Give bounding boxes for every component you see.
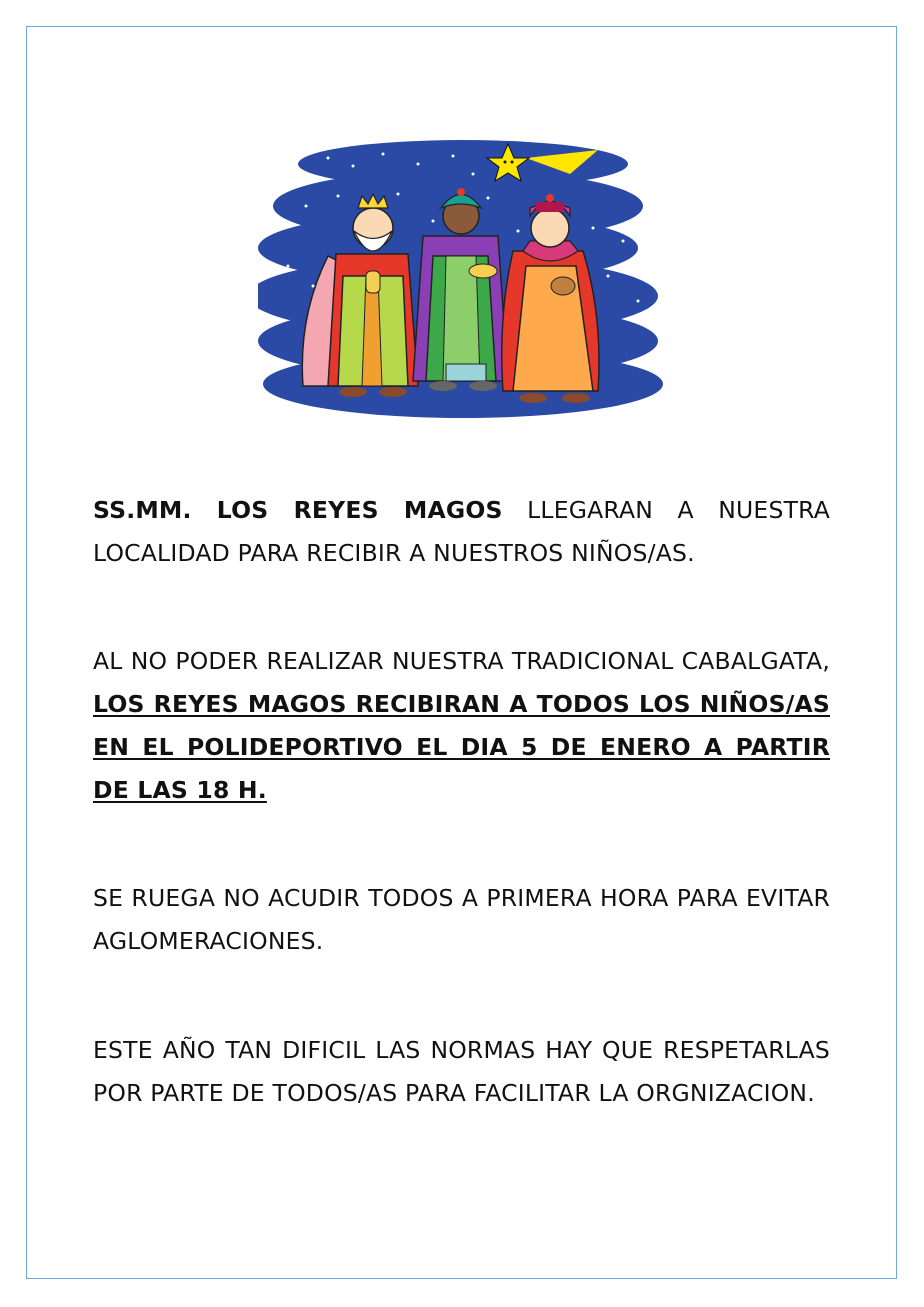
paragraph-event xyxy=(93,640,830,812)
announcement-text: LLEGARAN A NUESTRA LOCALIDAD PARA RECIBIR A NUESTROS NIÑOS/AS. xyxy=(93,496,830,567)
rules-text: ESTE AÑO TAN DIFICIL LAS NORMAS HAY QUE RESPETARLAS POR PARTE DE TODOS/AS PARA FACILITAR LA ORGNIZACION. xyxy=(93,1036,830,1107)
request-text: SE RUEGA NO ACUDIR TODOS A PRIMERA HORA PARA EVITAR AGLOMERACIONES. xyxy=(93,884,830,955)
paragraph-rules xyxy=(93,1029,830,1115)
kings-title: SS.MM. LOS REYES MAGOS xyxy=(93,496,503,524)
event-intro: AL NO PODER REALIZAR NUESTRA TRADICIONAL CABALGATA, xyxy=(93,647,830,675)
paragraph-announcement xyxy=(93,489,830,575)
paragraph-request xyxy=(93,877,830,963)
event-highlight: LOS REYES MAGOS RECIBIRAN A TODOS LOS NIÑOS/AS EN EL POLIDEPORTIVO EL DIA 5 DE ENERO A PARTIR DE LAS 18 H. xyxy=(93,690,830,804)
three-kings-illustration xyxy=(258,136,668,426)
